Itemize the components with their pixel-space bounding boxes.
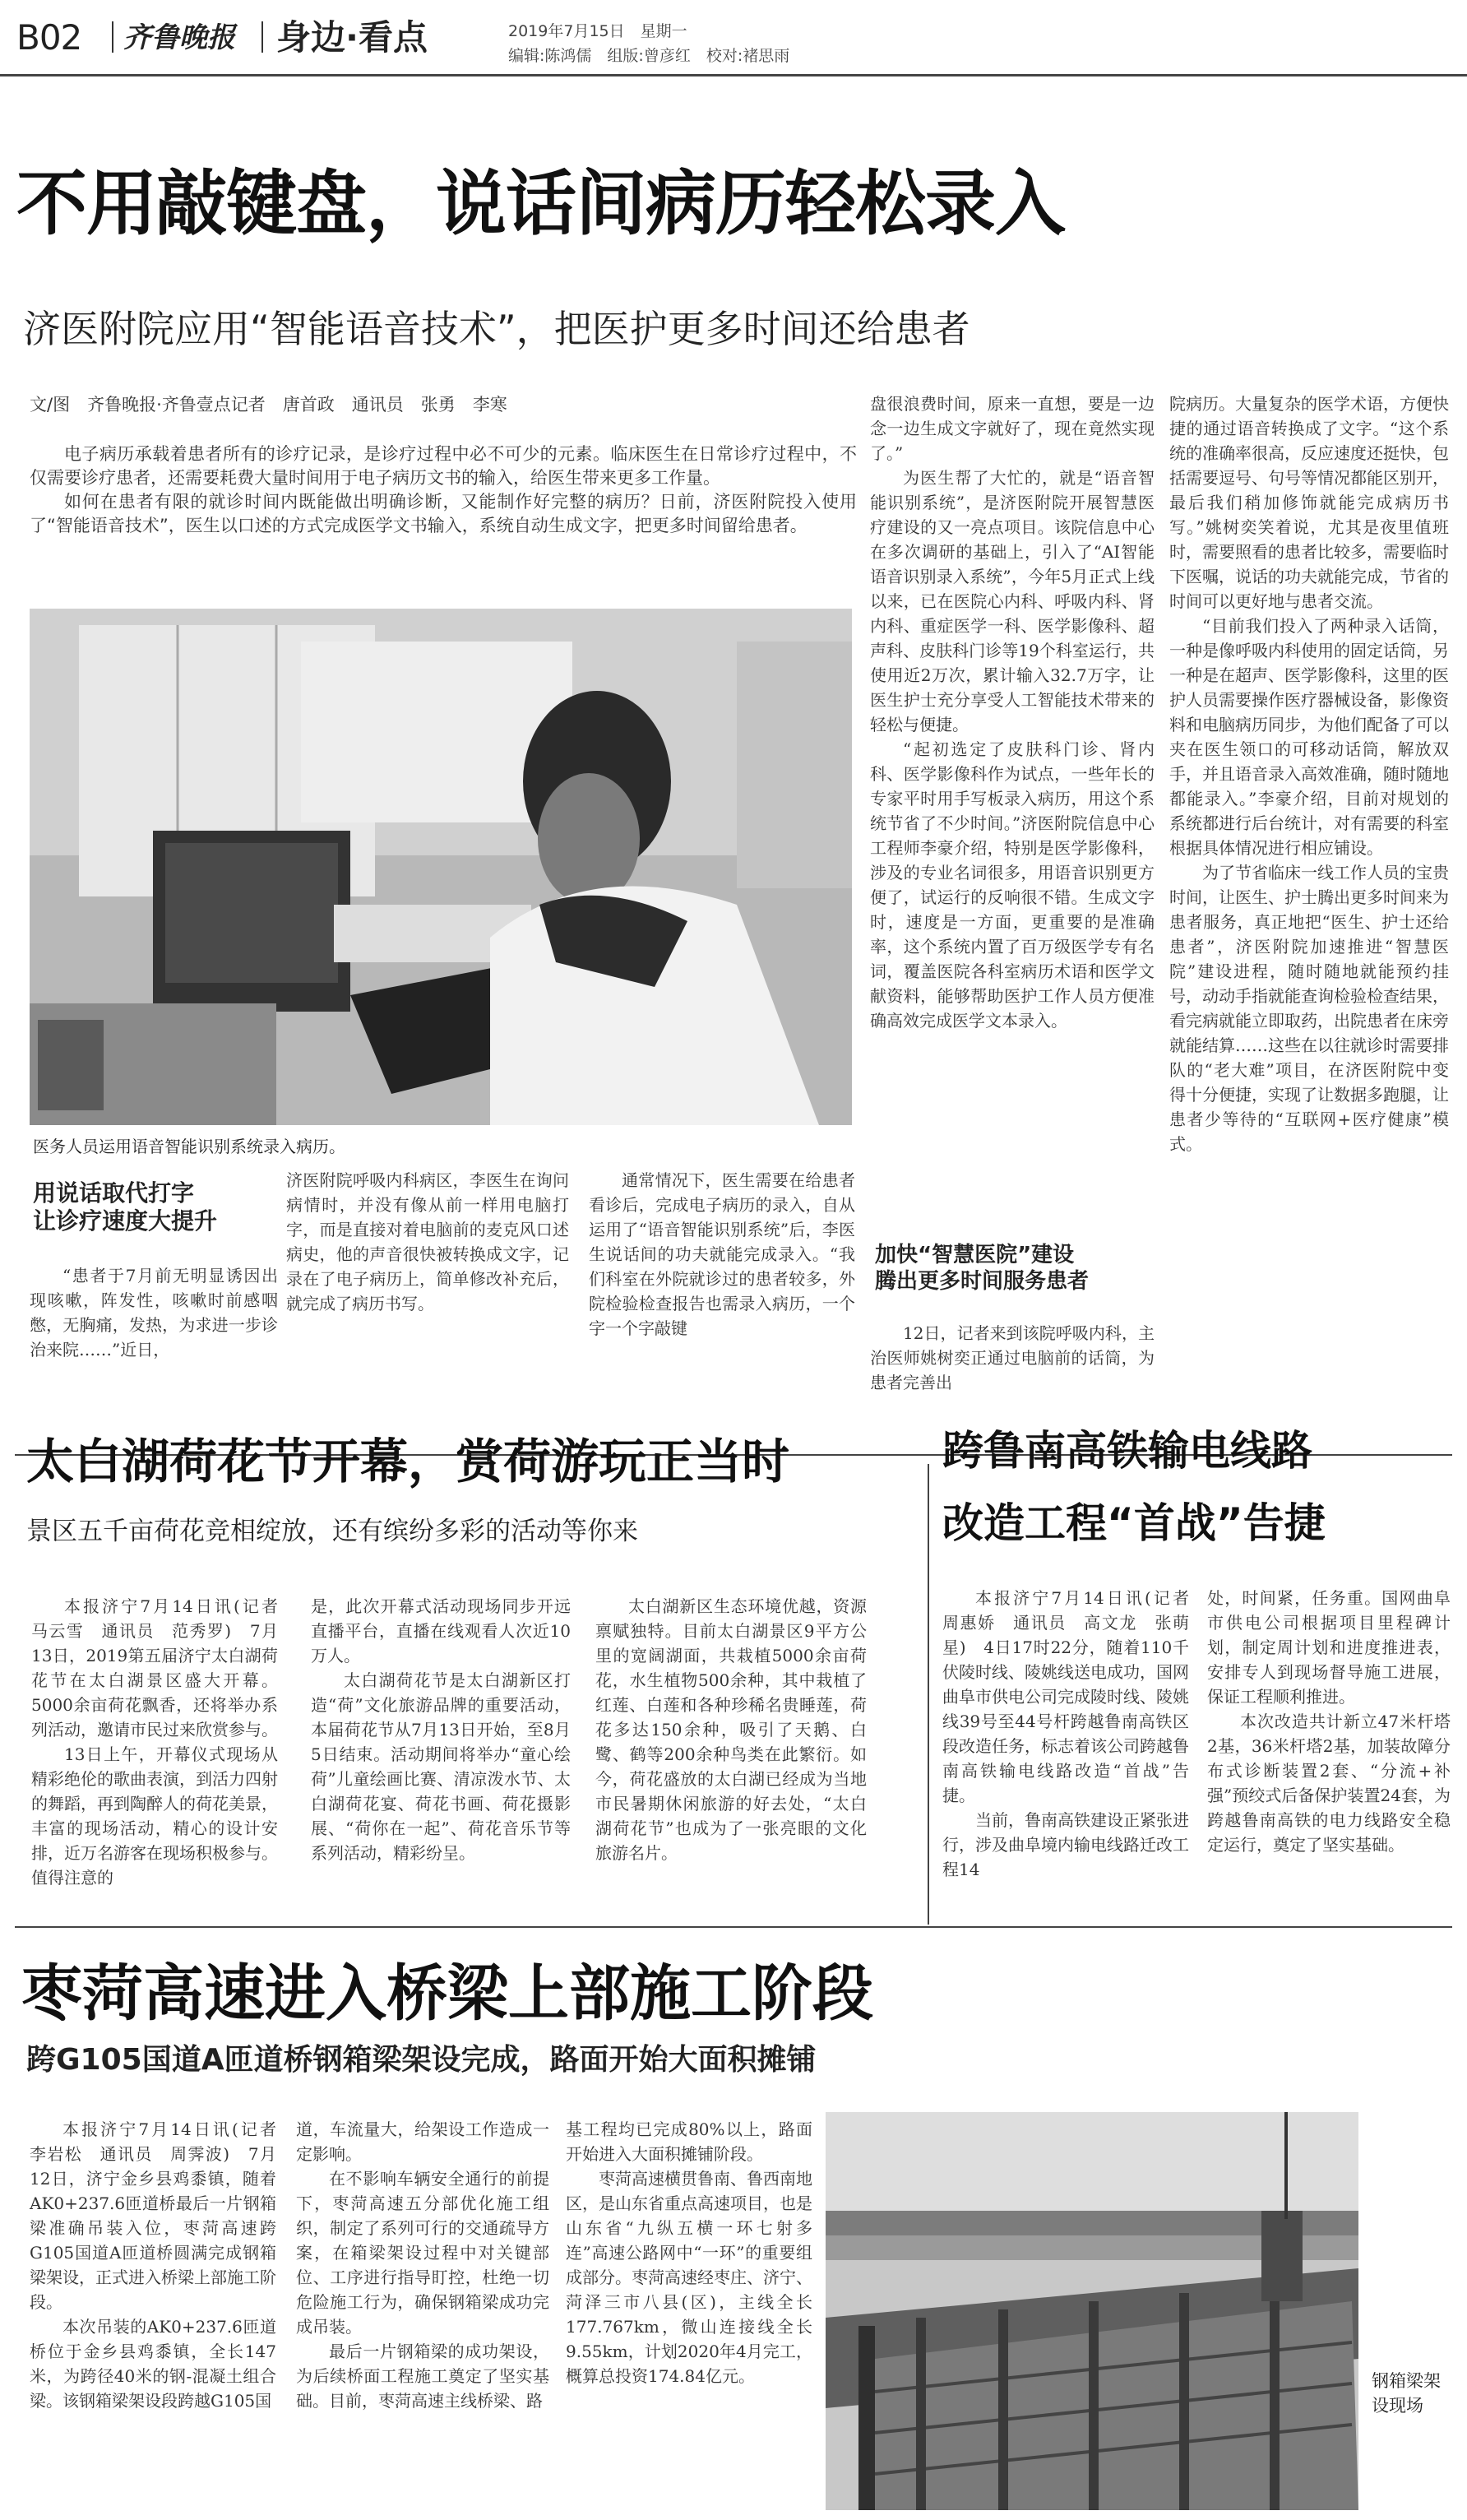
story1-col5 xyxy=(1169,391,1449,1452)
paragraph: 最后一片钢箱梁的成功架设，为后续桥面工程施工奠定了坚实基础。目前，枣菏高速主线桥梁、路 xyxy=(296,2342,549,2411)
paragraph: 本报济宁7月14日讯(记者 李岩松 通讯员 周霁波) 7月12日，济宁金乡县鸡黍镇，随着AK0+237.6匝道桥最后一片钢箱梁准确吊装入位，枣菏高速跨G105国道A匝道桥圆满完成钢箱梁架设，正式进入桥梁上部施工阶段。 xyxy=(30,2119,293,2312)
paragraph: 为医生帮了大忙的，就是“语音智能识别系统”，是济医附院开展智慧医疗建设的又一亮点项目。该院信息中心在多次调研的基础上，引入了“AI智能语音识别录入系统”，今年5月正式上线以来，已在医院心内科、呼吸内科、肾内科、重症医学一科、医学影像科、超声科、皮肤科门诊等19个科室运行，共使用近2万次，累计输入32.7万字，让医生护士充分享受人工智能技术带来的轻松与便捷。 xyxy=(870,468,1155,734)
paragraph: 本报济宁7月14日讯(记者 马云雪 通讯员 范秀罗) 7月13日，2019第五届济宁太白湖荷花节在太白湖景区盛大开幕。5000余亩荷花飘香，还将举办系列活动，邀请市民过来欣赏参与。 xyxy=(31,1596,294,1739)
story2-subhead: 景区五千亩荷花竞相绽放，还有缤纷多彩的活动等你来 xyxy=(26,1517,638,1546)
date-text: 2019年7月15日 xyxy=(508,22,625,40)
story4-photo xyxy=(826,2112,1358,2510)
story4-col2 xyxy=(296,2117,549,2512)
section-rule xyxy=(15,1926,1452,1928)
story4-col3 xyxy=(566,2117,812,2512)
paragraph: 处，时间紧，任务重。国网曲阜市供电公司根据项目里程碑计划，制定周计划和进度推进表，安排专人到现场督导施工进展，保证工程顺利推进。 xyxy=(1207,1588,1451,1707)
story2-col1 xyxy=(31,1594,294,1921)
story1-col3 xyxy=(589,1168,855,1452)
newspaper-logo: 齐鲁晚报 xyxy=(123,21,235,54)
story1-byline: 文/图 齐鲁晚报·齐鲁壹点记者 唐首政 通讯员 张勇 李寒 xyxy=(30,395,507,415)
story2-col2 xyxy=(311,1594,571,1921)
header-divider xyxy=(261,21,263,53)
paragraph: 太白湖新区生态环境优越，资源禀赋独特。目前太白湖景区9平方公里的宽阔湖面，共栽植5000余亩荷花，水生植物500余种，其中栽植了红莲、白莲和各种珍稀名贵睡莲，荷花多达150余种，吸引了天鹅、白鹭、鹤等200余种鸟类在此繁衍。如今，荷花盛放的太白湖已经成为当地市民暑期休闲旅游的好去处，“太白湖荷花节”也成为了一张亮眼的文化旅游名片。 xyxy=(595,1596,867,1863)
story1-col4 xyxy=(870,391,1155,1239)
doctor-at-computer-photo xyxy=(30,609,852,1125)
story1-lead xyxy=(30,442,857,591)
paragraph: “患者于7月前无明显诱因出现咳嗽，阵发性，咳嗽时前感咽憋，无胸痛，发热，为求进一步诊治来院……”近日， xyxy=(30,1266,278,1360)
header-rule xyxy=(0,74,1467,76)
editor-credit: 编辑:陈鸿儒 xyxy=(508,47,592,65)
paragraph: 当前，鲁南高铁建设正紧张进行，涉及曲阜境内输电线路迁改工程14 xyxy=(942,1810,1189,1879)
page-number: B02 xyxy=(16,17,82,58)
story1-subheading-1: 用说话取代打字 让诊疗速度大提升 xyxy=(33,1179,218,1235)
paragraph: “起初选定了皮肤科门诊、肾内科、医学影像科作为试点，一些年长的专家平时用手写板录入病历，用这个系统节省了不少时间。”济医附院信息中心工程师李豪介绍，特别是医学影像科，涉及的专业名词很多，用语音识别更方便了，试运行的反响很不错。生成文字时，速度是一方面，更重要的是准确率，这个系统内置了百万级医学专有名词，覆盖医院各科室病历术语和医学文献资料，能够帮助医护工作人员方便准确高效完成医学文本录入。 xyxy=(870,739,1155,1031)
paragraph: 济医附院呼吸内科病区，李医生在询问病情时，并没有像从前一样用电脑打字，而是直接对着电脑前的麦克风口述病史，他的声音很快被转换成文字，记录在了电子病历上，简单修改补充后，就完成了病历书写。 xyxy=(286,1170,569,1313)
paragraph: 基工程均已完成80%以上，路面开始进入大面积摊铺阶段。 xyxy=(566,2119,812,2164)
header-credits xyxy=(508,46,789,66)
story2-col3 xyxy=(595,1594,867,1921)
paragraph: 是，此次开幕式活动现场同步开远直播平台，直播在线观看人次近10万人。 xyxy=(311,1596,571,1665)
paragraph: 本次吊装的AK0+237.6匝道桥位于金乡县鸡黍镇，全长147米，为跨径40米的钢-混凝土组合梁。该钢箱梁架设段跨越G105国 xyxy=(30,2317,276,2411)
steel-box-girder-photo xyxy=(826,2112,1358,2510)
story1-col1 xyxy=(30,1263,278,1452)
lead-paragraph: 如何在患者有限的就诊时间内既能做出明确诊断，又能制作好完整的病历？日前，济医附院投入使用了“智能语音技术”，医生以口述的方式完成医学文书输入，系统自动生成文字，把更多时间留给患者。 xyxy=(30,492,857,535)
story1-subheading-2: 加快“智慧医院”建设 腾出更多时间服务患者 xyxy=(875,1243,1090,1294)
story4-col1 xyxy=(30,2117,293,2512)
story3-col2 xyxy=(1207,1586,1451,1921)
column-rule xyxy=(928,1464,929,1925)
paragraph: 12日，记者来到该院呼吸内科，主治医师姚树奕正通过电脑前的话筒，为患者完善出 xyxy=(870,1323,1155,1392)
story3-col1 xyxy=(942,1586,1206,1921)
paragraph: 院病历。大量复杂的医学术语，方便快捷的通过语音转换成了文字。“这个系统的准确率很高，反应速度还挺快，包括需要逗号、句号等情况都能区别开，最后我们稍加修饰就能完成病历书写。”姚树奕笑着说，尤其是夜里值班时，需要照看的患者比较多，需要临时下医嘱，说话的功夫就能完成，节省的时间可以更好地与患者交流。 xyxy=(1169,394,1449,611)
paragraph: “目前我们投入了两种录入话筒，一种是像呼吸内科使用的固定话筒，另一种是在超声、医学影像科，这里的医护人员需要操作医疗器械设备，影像资料和电脑病历同步，为他们配备了可以夹在医生领口的可移动话筒，解放双手，并且语音录入高效准确，随时随地都能录入。”李豪介绍，目前对规划的系统都进行后台统计，对有需要的科室根据具体情况进行相应铺设。 xyxy=(1169,616,1449,858)
story1-col2 xyxy=(286,1168,569,1452)
paragraph: 13日上午，开幕仪式现场从精彩绝伦的歌曲表演，到活力四射的舞蹈，再到陶醉人的荷花美景，丰富的现场活动，精心的设计安排，近万名游客在现场积极参与。值得注意的 xyxy=(31,1744,278,1888)
story1-photo-caption: 医务人员运用语音智能识别系统录入病历。 xyxy=(33,1137,345,1156)
layout-credit: 组版:曾彦红 xyxy=(607,47,691,65)
lead-paragraph: 电子病历承载着患者所有的诊疗记录，是诊疗过程中必不可少的元素。临床医生在日常诊疗过程中，不仅需要诊疗患者，还需要耗费大量时间用于电子病历文书的输入，给医生带来更多工作量。 xyxy=(30,444,857,488)
story3-headline: 跨鲁南高铁输电线路 改造工程“首战”告捷 xyxy=(942,1427,1326,1547)
story4-headline: 枣菏高速进入桥梁上部施工阶段 xyxy=(21,1958,873,2029)
paragraph: 本次改造共计新立47米杆塔2基，36米杆塔2基，加装故障分布式诊断装置2套、“分流+补强”预绞式后备保护装置24套，为跨越鲁南高铁的电力线路安全稳定运行，奠定了坚实基础。 xyxy=(1207,1712,1451,1855)
paragraph: 为了节省临床一线工作人员的宝贵时间，让医生、护士腾出更多时间来为患者服务，真正地把“医生、护士还给患者”，济医附院加速推进“智慧医院”建设进程，随时随地就能预约挂号，动动手指就能查询检验检查结果，看完病就能立即取药，出院患者在床旁就能结算……这些在以往就诊时需要排队的“老大难”项目，在济医附院中变得十分便捷，实现了让数据多跑腿，让患者少等待的“互联网+医疗健康”模式。 xyxy=(1169,863,1449,1154)
story1-headline: 不用敲键盘，说话间病历轻松录入 xyxy=(16,163,1065,245)
weekday-text: 星期一 xyxy=(640,22,687,40)
header-divider xyxy=(112,21,113,53)
story4-photo-caption: 钢箱梁架设现场 xyxy=(1372,2371,1441,2416)
story1-subhead: 济医附院应用“智能语音技术”，把医护更多时间还给患者 xyxy=(23,307,970,351)
proof-credit: 校对:褚思雨 xyxy=(706,47,790,65)
paragraph: 太白湖荷花节是太白湖新区打造“荷”文化旅游品牌的重要活动，本届荷花节从7月13日开始，至8月5日结束。活动期间将举办“童心绘荷”儿童绘画比赛、清凉泼水节、太白湖荷花宴、荷花书画、荷花摄影展、“荷你在一起”、荷花音乐节等系列活动，精彩纷呈。 xyxy=(311,1670,571,1863)
section-title: 身边·看点 xyxy=(276,17,428,58)
story1-photo xyxy=(30,609,852,1125)
paragraph: 在不影响车辆安全通行的前提下，枣菏高速五分部优化施工组织，制定了系列可行的交通疏导方案，在箱梁架设过程中对关键部位、工序进行指导盯控，杜绝一切危险施工行为，确保钢箱梁成功完成吊装。 xyxy=(296,2169,549,2337)
paragraph: 枣菏高速横贯鲁南、鲁西南地区，是山东省重点高速项目，也是山东省“九纵五横一环七射多连”高速公路网中“一环”的重要组成部分。枣菏高速经枣庄、济宁、菏泽三市八县(区)，主线全长177.767km，微山连接线全长9.55km，计划2020年4月完工，概算总投资174.84亿元。 xyxy=(566,2169,812,2386)
header-date xyxy=(508,21,687,41)
paragraph: 本报济宁7月14日讯(记者 周惠娇 通讯员 高文龙 张萌星) 4日17时22分，随着110千伏陵时线、陵姚线送电成功，国网曲阜市供电公司完成陵时线、陵姚线39号至44号杆跨越鲁南高铁区段改造任务，标志着该公司跨越鲁南高铁输电线路改造“首战”告捷。 xyxy=(942,1588,1206,1805)
paragraph: 道，车流量大，给架设工作造成一定影响。 xyxy=(296,2119,549,2164)
paragraph: 盘很浪费时间，原来一直想，要是一边念一边生成文字就好了，现在竟然实现了。” xyxy=(870,394,1155,463)
story4-subhead: 跨G105国道A匝道桥钢箱梁架设完成，路面开始大面积摊铺 xyxy=(26,2043,817,2077)
story2-headline: 太白湖荷花节开幕，赏荷游玩正当时 xyxy=(26,1434,790,1489)
paragraph: 通常情况下，医生需要在给患者看诊后，完成电子病历的录入，自从运用了“语音智能识别系统”后，李医生说话间的功夫就能完成录入。“我们科室在外院就诊过的患者较多，外院检验检查报告也需录入病历，一个字一个字敲键 xyxy=(589,1170,855,1338)
